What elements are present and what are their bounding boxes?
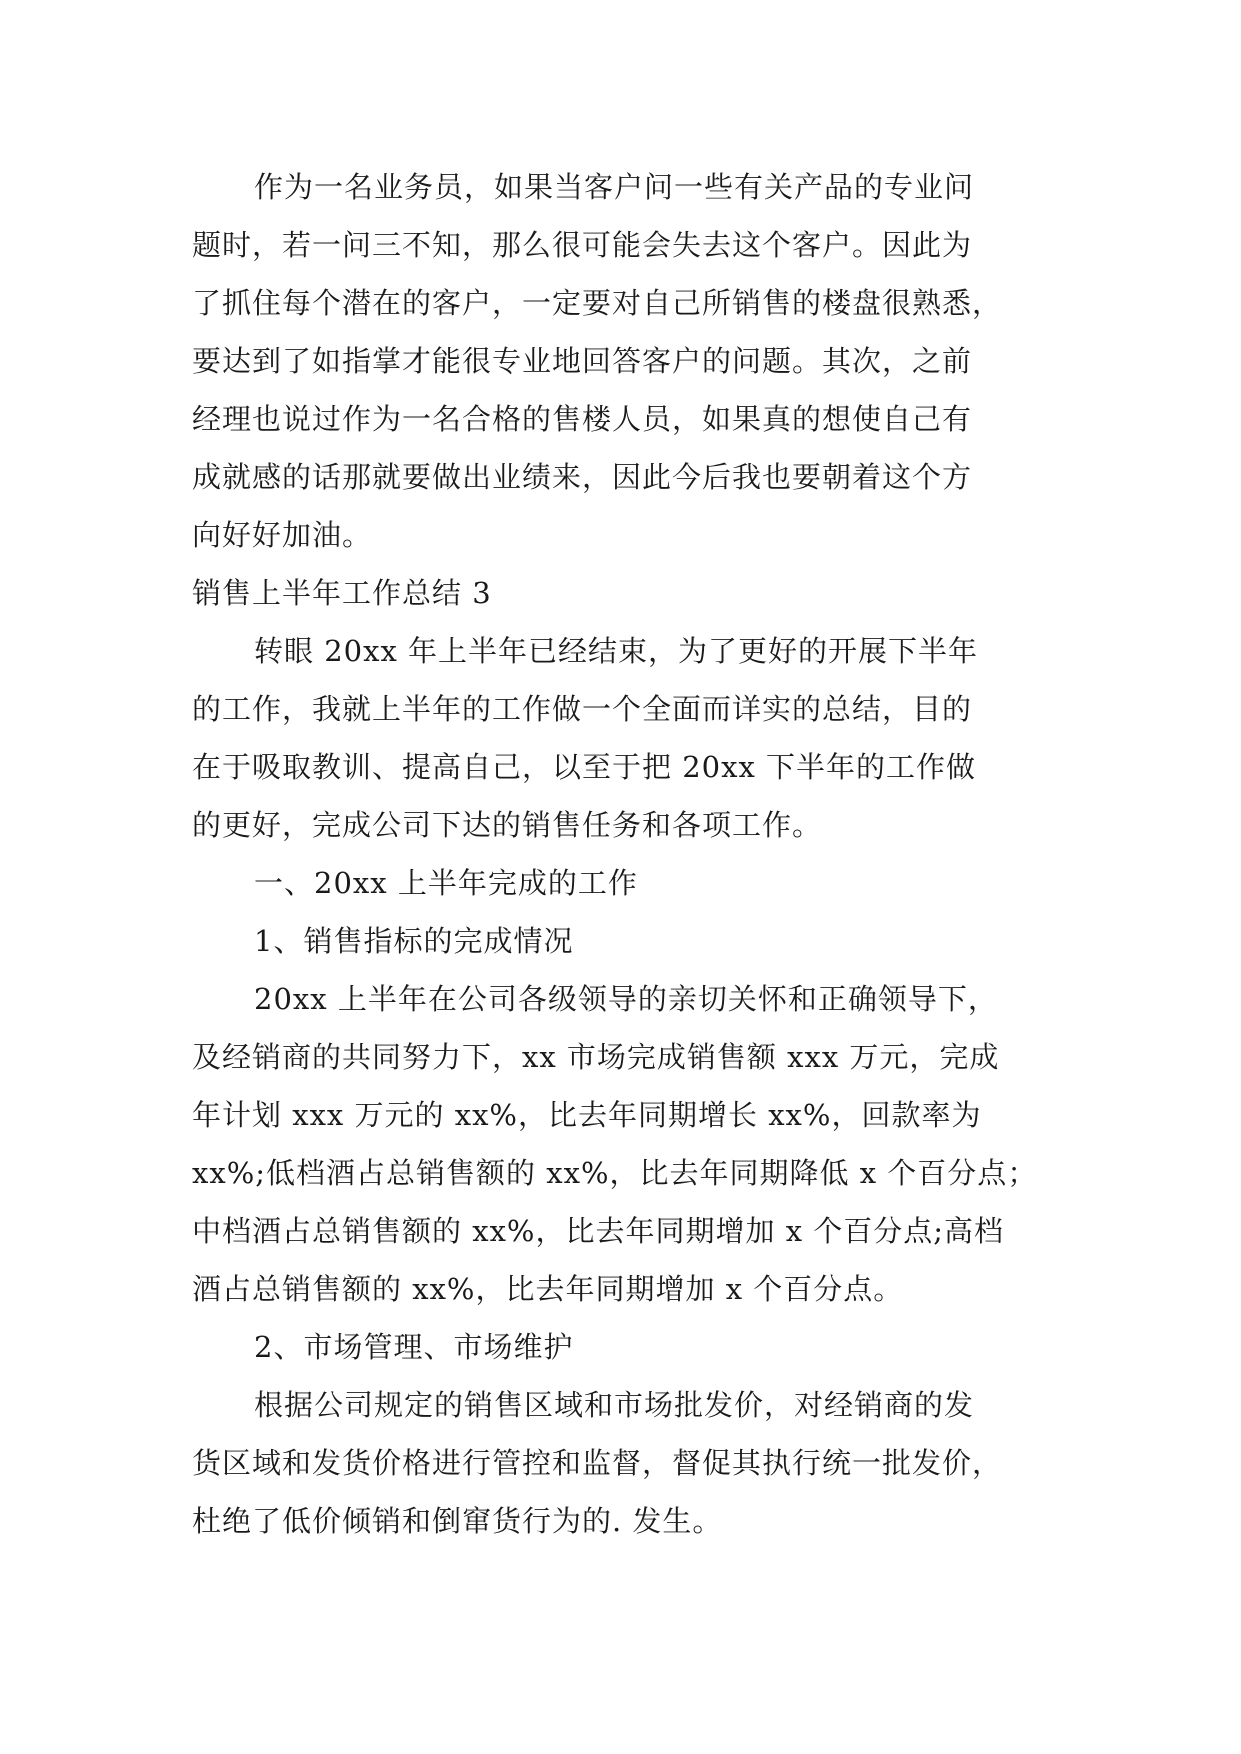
paragraph-line: 在于吸取教训、提高自己，以至于把 20xx 下半年的工作做 xyxy=(192,750,977,784)
paragraph-line: 成就感的话那就要做出业绩来，因此今后我也要朝着这个方 xyxy=(192,460,973,494)
paragraph-line: xx%;低档酒占总销售额的 xx%，比去年同期降低 x 个百分点； xyxy=(192,1156,1038,1190)
paragraph-line: 题时，若一问三不知，那么很可能会失去这个客户。因此为 xyxy=(192,228,973,262)
subsection-heading: 2、市场管理、市场维护 xyxy=(254,1330,574,1364)
paragraph-line: 酒占总销售额的 xx%，比去年同期增加 x 个百分点。 xyxy=(192,1272,904,1306)
paragraph-line: 货区域和发货价格进行管控和监督，督促其执行统一批发价， xyxy=(192,1446,1003,1480)
paragraph-line: 根据公司规定的销售区域和市场批发价，对经销商的发 xyxy=(254,1388,975,1422)
paragraph-line: 年计划 xxx 万元的 xx%，比去年同期增长 xx%，回款率为 xyxy=(192,1098,982,1132)
subsection-heading: 一、20xx 上半年完成的工作 xyxy=(254,866,638,900)
paragraph-line: 作为一名业务员，如果当客户问一些有关产品的专业问 xyxy=(254,170,975,204)
paragraph-line: 要达到了如指掌才能很专业地回答客户的问题。其次，之前 xyxy=(192,344,973,378)
paragraph-line: 的更好，完成公司下达的销售任务和各项工作。 xyxy=(192,808,823,842)
paragraph-line: 转眼 20xx 年上半年已经结束，为了更好的开展下半年 xyxy=(254,634,979,668)
paragraph-line: 向好好加油。 xyxy=(192,518,373,552)
paragraph-line: 及经销商的共同努力下，xx 市场完成销售额 xxx 万元，完成 xyxy=(192,1040,1000,1074)
paragraph-line: 经理也说过作为一名合格的售楼人员，如果真的想使自己有 xyxy=(192,402,973,436)
paragraph-line: 杜绝了低价倾销和倒窜货行为的. 发生。 xyxy=(192,1504,723,1538)
subsection-heading: 1、销售指标的完成情况 xyxy=(254,924,574,958)
paragraph-line: 了抓住每个潜在的客户，一定要对自己所销售的楼盘很熟悉， xyxy=(192,286,1003,320)
section-heading: 销售上半年工作总结 3 xyxy=(192,576,492,610)
paragraph-line: 20xx 上半年在公司各级领导的亲切关怀和正确领导下， xyxy=(254,982,998,1016)
paragraph-line: 的工作，我就上半年的工作做一个全面而详实的总结，目的 xyxy=(192,692,973,726)
paragraph-line: 中档酒占总销售额的 xx%，比去年同期增加 x 个百分点;高档 xyxy=(192,1214,1005,1248)
